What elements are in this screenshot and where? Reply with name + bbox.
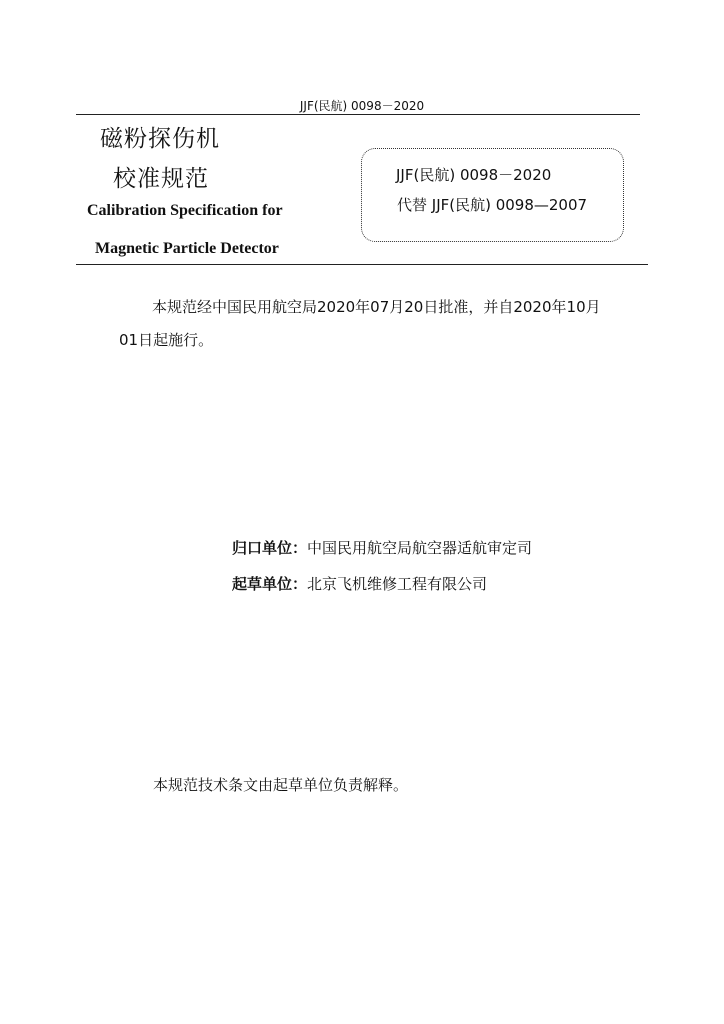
- title-en-line2: Magnetic Particle Detector: [95, 240, 279, 257]
- header-standard-code: JJF(民航) 0098－2020: [299, 99, 425, 113]
- title-rule: [76, 264, 648, 265]
- code-box-replaces: 代替 JJF(民航) 0098—2007: [397, 196, 588, 214]
- header-rule: [76, 114, 640, 115]
- drafting-unit-value: 北京飞机维修工程有限公司: [307, 575, 488, 593]
- code-box-code: JJF(民航) 0098－2020: [396, 166, 552, 184]
- title-cn-line1: 磁粉探伤机: [100, 126, 220, 152]
- responsible-unit: [232, 537, 532, 558]
- drafting-unit-label: 起草单位：: [232, 575, 308, 593]
- drafting-unit: [232, 573, 487, 594]
- title-en-line1: Calibration Specification for: [87, 202, 283, 219]
- responsible-unit-label: 归口单位：: [232, 539, 308, 557]
- approval-line2: 01日起施行。: [119, 331, 214, 349]
- approval-line1: 本规范经中国民用航空局2020年07月20日批准，并自2020年10月: [152, 298, 601, 316]
- interpretation-note: 本规范技术条文由起草单位负责解释。: [153, 776, 409, 794]
- responsible-unit-value: 中国民用航空局航空器适航审定司: [307, 539, 533, 557]
- title-cn-line2: 校准规范: [113, 166, 209, 192]
